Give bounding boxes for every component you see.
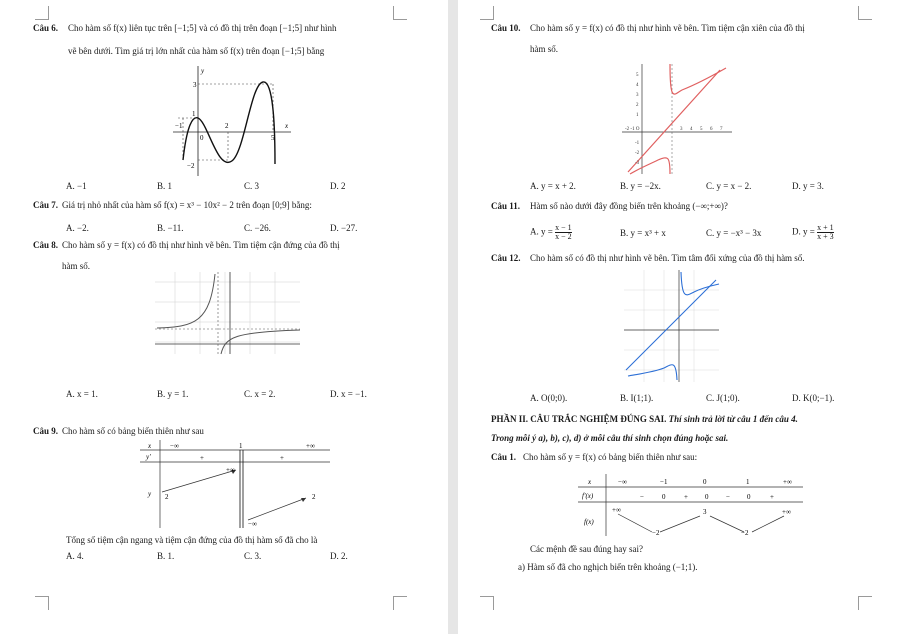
svg-text:5: 5 xyxy=(700,127,703,132)
q8-option-a[interactable]: A. x = 1. xyxy=(66,389,98,399)
c1-fp-z3: 0 xyxy=(747,493,751,501)
q11-option-a[interactable] xyxy=(530,224,572,241)
q10-line1: Cho hàm số y = f(x) có đồ thị như hình vẽ bên. Tìm tiệm cận xiên của đồ thị xyxy=(530,23,805,33)
crop-mark xyxy=(35,6,49,20)
q9-y-2b: 2 xyxy=(312,493,316,501)
q12-graph xyxy=(624,270,719,382)
q9-y-2a: 2 xyxy=(165,493,169,501)
q11-a-denominator: x − 2 xyxy=(555,232,572,241)
q9-x-pinf: +∞ xyxy=(306,442,315,450)
c1-text: Cho hàm số y = f(x) có bảng biến thiên như sau: xyxy=(523,452,698,462)
q9-yp-plus2: + xyxy=(280,454,284,462)
svg-text:4: 4 xyxy=(636,83,639,88)
q12-option-b[interactable]: B. I(1;1). xyxy=(620,393,654,403)
q9-text: Cho hàm số có bảng biến thiên như sau xyxy=(62,426,204,436)
crop-mark xyxy=(393,6,407,20)
q7-text: Giá trị nhỏ nhất của hàm số f(x) = x³ − 10x² − 2 trên đoạn [0;9] bằng: xyxy=(62,200,312,210)
c1-x-0: 0 xyxy=(703,478,707,486)
svg-text:-3: -3 xyxy=(635,161,640,166)
q6-option-a[interactable]: A. −1 xyxy=(66,181,87,191)
c1-x-m1: −1 xyxy=(660,478,668,486)
q12-option-a[interactable]: A. O(0;0). xyxy=(530,393,568,403)
q11-option-d[interactable] xyxy=(792,224,834,241)
q11-a-numerator: x − 1 xyxy=(555,223,572,232)
q7-option-a[interactable]: A. −2. xyxy=(66,223,89,233)
q7-option-b[interactable]: B. −11. xyxy=(157,223,184,233)
crop-mark xyxy=(858,596,872,610)
q9-option-d[interactable]: D. 2. xyxy=(330,551,348,561)
c1-question: Các mệnh đề sau đúng hay sai? xyxy=(530,544,643,554)
q11-d-numerator: x + 1 xyxy=(817,223,834,232)
q6-option-b[interactable]: B. 1 xyxy=(157,181,173,191)
page-right xyxy=(458,0,907,634)
q7-option-c[interactable]: C. −26. xyxy=(244,223,271,233)
c1-x-1: 1 xyxy=(746,478,750,486)
q9-option-b[interactable]: B. 1. xyxy=(157,551,175,561)
svg-text:3: 3 xyxy=(636,93,639,98)
svg-text:4: 4 xyxy=(690,127,693,132)
crop-mark xyxy=(858,6,872,20)
q8-graph xyxy=(155,272,300,354)
svg-text:6: 6 xyxy=(710,127,713,132)
c1-f-pinf-right: +∞ xyxy=(782,508,791,516)
q10-line2: hàm số. xyxy=(530,44,558,54)
c1-f-m2a: −2 xyxy=(652,529,660,537)
q10-number: Câu 10. xyxy=(491,23,521,33)
c1-fp-label: f'(x) xyxy=(582,492,594,500)
q11-d-denominator: x + 3 xyxy=(817,232,834,241)
svg-text:5: 5 xyxy=(636,73,639,78)
q9-y-minf: −∞ xyxy=(248,520,257,528)
q10-graph xyxy=(622,64,734,174)
svg-text:1: 1 xyxy=(636,113,639,118)
c1-variation-table xyxy=(578,474,808,536)
q6-line2: vẽ bên dưới. Tìm giá trị lớn nhất của hàm số f(x) trên đoạn [−1;5] bằng xyxy=(68,46,325,56)
c1-x-label: x xyxy=(588,478,592,486)
c1-fp-z1: 0 xyxy=(662,493,666,501)
q7-option-d[interactable]: D. −27. xyxy=(330,223,358,233)
q6-graph xyxy=(163,64,293,179)
q9-yp-plus1: + xyxy=(200,454,204,462)
part2-title xyxy=(491,414,798,425)
c1-f-3: 3 xyxy=(703,508,707,516)
c1-statement-a[interactable]: a) Hàm số đã cho nghịch biến trên khoảng (−1;1). xyxy=(518,562,698,572)
c1-x-pinf: +∞ xyxy=(783,478,792,486)
q8-line1: Cho hàm số y = f(x) có đồ thị như hình vẽ bên. Tìm tiệm cận đứng của đồ thị xyxy=(62,240,340,250)
q9-x-label: x xyxy=(148,442,152,450)
q9-after-text: Tổng số tiệm cận ngang và tiệm cận đứng của đồ thị hàm số đã cho là xyxy=(66,535,318,545)
q6-label-x2: 2 xyxy=(225,122,229,130)
svg-text:2: 2 xyxy=(636,103,639,108)
svg-text:-2 -1 O: -2 -1 O xyxy=(625,127,640,132)
q10-option-b[interactable]: B. y = −2x. xyxy=(620,181,661,191)
q12-option-c[interactable]: C. J(1;0). xyxy=(706,393,740,403)
q6-label-x: x xyxy=(285,122,289,130)
q10-option-a[interactable]: A. y = x + 2. xyxy=(530,181,576,191)
q11-d-fraction xyxy=(817,224,834,241)
q11-a-prefix: A. y = xyxy=(530,226,553,237)
q6-number: Câu 6. xyxy=(33,23,59,33)
q6-label-x0: 0 xyxy=(200,134,204,142)
crop-mark xyxy=(480,6,494,20)
q11-d-prefix: D. y = xyxy=(792,226,815,237)
c1-fp-s1: − xyxy=(640,493,644,501)
q9-yp-label: y' xyxy=(146,453,151,461)
q9-x-minf: −∞ xyxy=(170,442,179,450)
part2-instruction: Trong mỗi ý a), b), c), d) ở mỗi câu thí sinh chọn đúng hoặc sai. xyxy=(491,433,729,443)
c1-x-minf: −∞ xyxy=(618,478,627,486)
q7-number: Câu 7. xyxy=(33,200,59,210)
q6-label-y: y xyxy=(201,67,205,75)
q9-variation-table xyxy=(140,440,330,528)
c1-fp-s3: − xyxy=(726,493,730,501)
c1-fp-s4: + xyxy=(770,493,774,501)
q8-line2: hàm số. xyxy=(62,261,90,271)
q6-label-xm1: −1 xyxy=(175,122,183,130)
page-left xyxy=(0,0,448,634)
q11-a-fraction xyxy=(555,224,572,241)
q8-option-c[interactable]: C. x = 2. xyxy=(244,389,276,399)
svg-text:-1: -1 xyxy=(635,141,640,146)
q11-option-c[interactable]: C. y = −x³ − 3x xyxy=(706,228,762,238)
c1-f-m2b: −2 xyxy=(741,529,749,537)
q6-label-ym2: −2 xyxy=(187,162,195,170)
q12-number: Câu 12. xyxy=(491,253,521,263)
q8-option-d[interactable]: D. x = −1. xyxy=(330,389,367,399)
c1-fp-s2: + xyxy=(684,493,688,501)
q6-label-y3: 3 xyxy=(193,81,197,89)
q8-option-b[interactable]: B. y = 1. xyxy=(157,389,189,399)
q6-option-c[interactable]: C. 3 xyxy=(244,181,260,191)
svg-text:7: 7 xyxy=(720,127,723,132)
c1-fp-z2: 0 xyxy=(705,493,709,501)
q8-number: Câu 8. xyxy=(33,240,59,250)
q6-label-x5: 5 xyxy=(271,134,275,142)
crop-mark xyxy=(35,596,49,610)
q12-option-d[interactable]: D. K(0;−1). xyxy=(792,393,835,403)
q11-number: Câu 11. xyxy=(491,201,521,211)
c1-number: Câu 1. xyxy=(491,452,517,462)
q9-option-c[interactable]: C. 3. xyxy=(244,551,262,561)
crop-mark xyxy=(480,596,494,610)
q9-y-pinf: +∞ xyxy=(226,466,235,474)
q9-x-one: 1 xyxy=(239,442,243,450)
svg-text:3: 3 xyxy=(680,127,683,132)
q10-option-d[interactable]: D. y = 3. xyxy=(792,181,824,191)
part2-title-rest: Thí sinh trả lời từ câu 1 đến câu 4. xyxy=(668,414,798,424)
q10-option-c[interactable]: C. y = x − 2. xyxy=(706,181,752,191)
q11-text: Hàm số nào dưới đây đồng biến trên khoảng (−∞;+∞)? xyxy=(530,201,728,211)
q9-option-a[interactable]: A. 4. xyxy=(66,551,84,561)
crop-mark xyxy=(393,596,407,610)
svg-text:-2: -2 xyxy=(635,151,640,156)
part2-title-main: PHẦN II. CÂU TRẮC NGHIỆM ĐÚNG SAI. xyxy=(491,414,667,424)
q11-option-b[interactable]: B. y = x³ + x xyxy=(620,228,666,238)
q9-number: Câu 9. xyxy=(33,426,59,436)
q9-y-label: y xyxy=(148,490,152,498)
q12-text: Cho hàm số có đồ thị như hình vẽ bên. Tìm tâm đối xứng của đồ thị hàm số. xyxy=(530,253,805,263)
c1-f-label: f(x) xyxy=(584,518,594,526)
q6-option-d[interactable]: D. 2 xyxy=(330,181,346,191)
c1-f-pinf-left: +∞ xyxy=(612,506,621,514)
q6-line1: Cho hàm số f(x) liên tục trên [−1;5] và có đồ thị trên đoạn [−1;5] như hình xyxy=(68,23,337,33)
q6-label-y1: 1 xyxy=(192,110,196,118)
